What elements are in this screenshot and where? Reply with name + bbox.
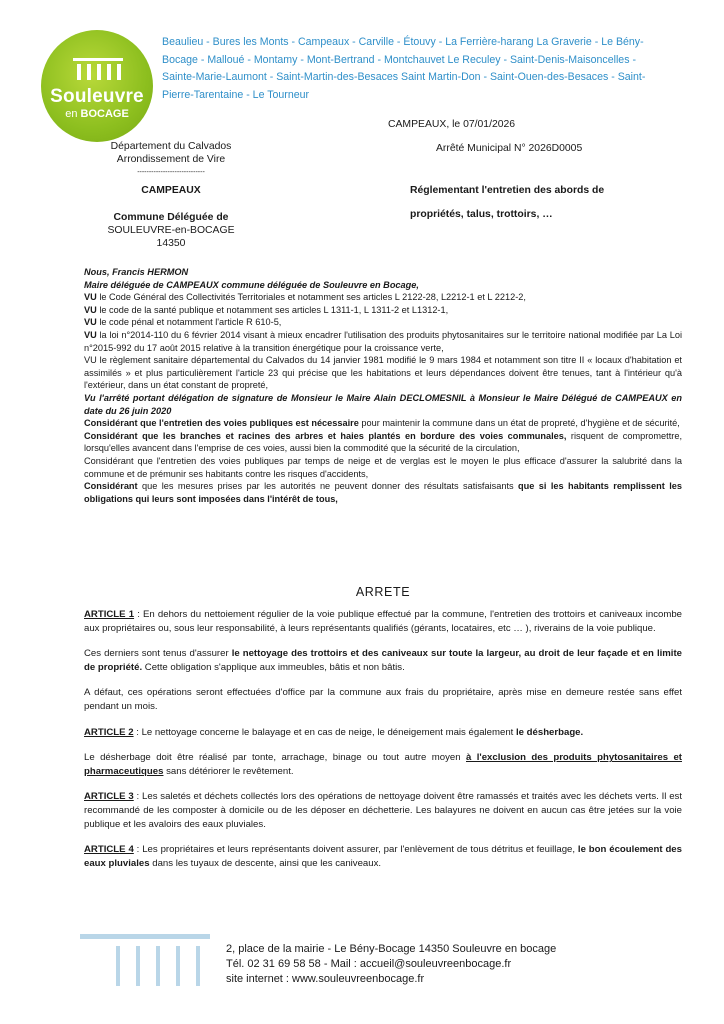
souleuvre-logo (41, 30, 153, 142)
preamble (84, 266, 682, 505)
considerant-3: Considérant que l'entretien des voies publiques par temps de neige et de verglas est le moyen le plus efficace d'assurer la salubrité dans la commune et de prémunir ses habitants contre les risques d'accidents, (84, 455, 682, 479)
article-2: ARTICLE 2 : Le nettoyage concerne le balayage et en cas de neige, le déneigement mais également le désherbage. (84, 726, 584, 738)
arrondissement: Arrondissement de Vire (116, 154, 226, 165)
articles (84, 608, 682, 882)
left-header (96, 140, 246, 250)
article-1-para-3: A défaut, ces opérations seront effectuées d'office par la commune aux frais du propriétaire, après mise en demeure restée sans effet pendant un mois. (84, 687, 682, 712)
footer-contact (226, 942, 646, 987)
commune-name: CAMPEAUX (141, 185, 201, 196)
arrete-number: Arrêté Municipal N° 2026D0005 (436, 143, 583, 154)
footer-phone-mail: Tél. 02 31 69 58 58 - Mail : accueil@souleuvreenbocage.fr (226, 958, 512, 970)
maire-title: Maire déléguée de CAMPEAUX commune déléguée de Souleuvre en Bocage, (84, 279, 419, 290)
considerant-4: Considérant que les mesures prises par les autorités ne peuvent donner des résultats satisfaisants que si les habitants remplissent les obligations qui leurs sont imposées dans l'intérêt de tous, (84, 481, 683, 504)
commune-deleguee: Commune Déléguée de (113, 212, 229, 223)
postal-code: 14350 (156, 238, 186, 249)
objet-line-1: Réglementant l'entretien des abords de (410, 185, 605, 196)
vu-cgct: VU le Code Général des Collectivités Territoriales et notamment ses articles L 2122-28, L2212-1 et L 2212-2, (84, 292, 526, 303)
department: Département du Calvados (110, 141, 232, 152)
vu-rsd: VU le règlement sanitaire départemental du Calvados du 14 janvier 1981 modifié le 9 mars 1984 et notamment son titre II « locaux d'habitation et assimilés » et plus particulièrement l'article 23 qui précise que les habitations et leurs dépendances doivent être tenues, tant à l'intérieur qu'à l'extérieur, dans un état constant de propreté, (84, 355, 682, 391)
objet-line-2: propriétés, talus, trottoirs, … (410, 209, 553, 220)
article-3: ARTICLE 3 : Les saletés et déchets collectés lors des opérations de nettoyage doivent être ramassés et traités avec les déchets verts. Il est recommandé de les composter à domicile ou de les déposer en déchetterie. Les balayures ne doivent en aucun cas être jetées sur la voie publique et les avaloirs des eaux pluviales. (84, 791, 683, 830)
considerant-1: Considérant que l'entretien des voies publiques est nécessaire pour maintenir la commune dans un état de propreté, d'hygiène et de sécurité, (84, 418, 680, 429)
logo-bridge-icon (73, 58, 123, 80)
footer-website: site internet : www.souleuvreenbocage.fr (226, 973, 425, 985)
souleuvre-name: SOULEUVRE-en-BOCAGE (107, 225, 235, 236)
communes-list: Beaulieu - Bures les Monts - Campeaux - Carville - Étouvy - La Ferrière-harang La Graverie - Le Bény-Bocage - Malloué - Montamy - Mont-Bertrand - Montchauvet Le Reculey - Saint-Denis-Maisoncelles - Sainte-Marie-Laumont - Saint-Martin-des-Besaces Saint Martin-Don - Saint-Ouen-des-Besaces - Saint-Pierre-Tarentaine - Le Tourneur (162, 36, 646, 101)
logo-name: Souleuvre (50, 86, 144, 107)
article-4: ARTICLE 4 : Les propriétaires et leurs représentants doivent assurer, par l'enlèvement de tous détritus et feuillage, le bon écoulement des eaux pluviales dans les tuyaux de descente, ainsi que les caniveaux. (84, 844, 682, 869)
vu-loi: VU la loi n°2014-110 du 6 février 2014 visant à mieux encadrer l'utilisation des produits phytosanitaires sur le territoire national modifiée par La Loi n°2015-992 du 17 août 2015 relative à la transition énergétique pour la croissance verte, (84, 329, 682, 353)
logo-sub: en BOCAGE (65, 108, 129, 120)
arrete-title: ARRETE (355, 585, 411, 599)
article-2-para-2: Le désherbage doit être réalisé par tonte, arrachage, binage ou tout autre moyen à l'exclusion des produits phytosanitaires et pharmaceutiques sans détériorer le revêtement. (84, 752, 682, 777)
vu-code-penal: VU le code pénal et notamment l'article R 610-5, (84, 317, 282, 328)
footer-address: 2, place de la mairie - Le Bény-Bocage 14350 Souleuvre en bocage (226, 943, 557, 955)
vu-arrete-delegation: Vu l'arrêté portant délégation de signature de Monsieur le Maire Alain DECLOMESNIL à Monsieur le Maire Délégué de CAMPEAUX en date du 26 juin 2020 (84, 392, 682, 416)
article-1-para-2: Ces derniers sont tenus d'assurer le nettoyage des trottoirs et des caniveaux sur toute la largeur, au droit de leur façade et en limite de propriété. Cette obligation s'applique aux immeubles, bâtis et non bâtis. (84, 648, 683, 673)
vu-csp: VU le code de la santé publique et notamment ses articles L 1311-1, L 1311-2 et L1312-1, (84, 304, 449, 315)
footer-bridge-icon (80, 934, 210, 990)
considerant-2: Considérant que les branches et racines des arbres et haies plantés en bordure des voies communales, risquent de compromettre, lorsqu'elles avancent dans l'emprise de ces voies, aussi bien la commodité que la sécurité de la circulation, (84, 430, 682, 454)
nous: Nous, Francis HERMON (84, 267, 189, 277)
article-1: ARTICLE 1 : En dehors du nettoiement régulier de la voie publique effectué par la commune, l'entretien des trottoirs et caniveaux incombe aux propriétaires ou, sous leur responsabilité, à leurs représentants qualifiés (gérants, locataires, etc … ), riverains de la voie publique. (84, 609, 682, 634)
separator: ----------------------------- (137, 169, 205, 176)
place-date: CAMPEAUX, le 07/01/2026 (388, 119, 516, 130)
